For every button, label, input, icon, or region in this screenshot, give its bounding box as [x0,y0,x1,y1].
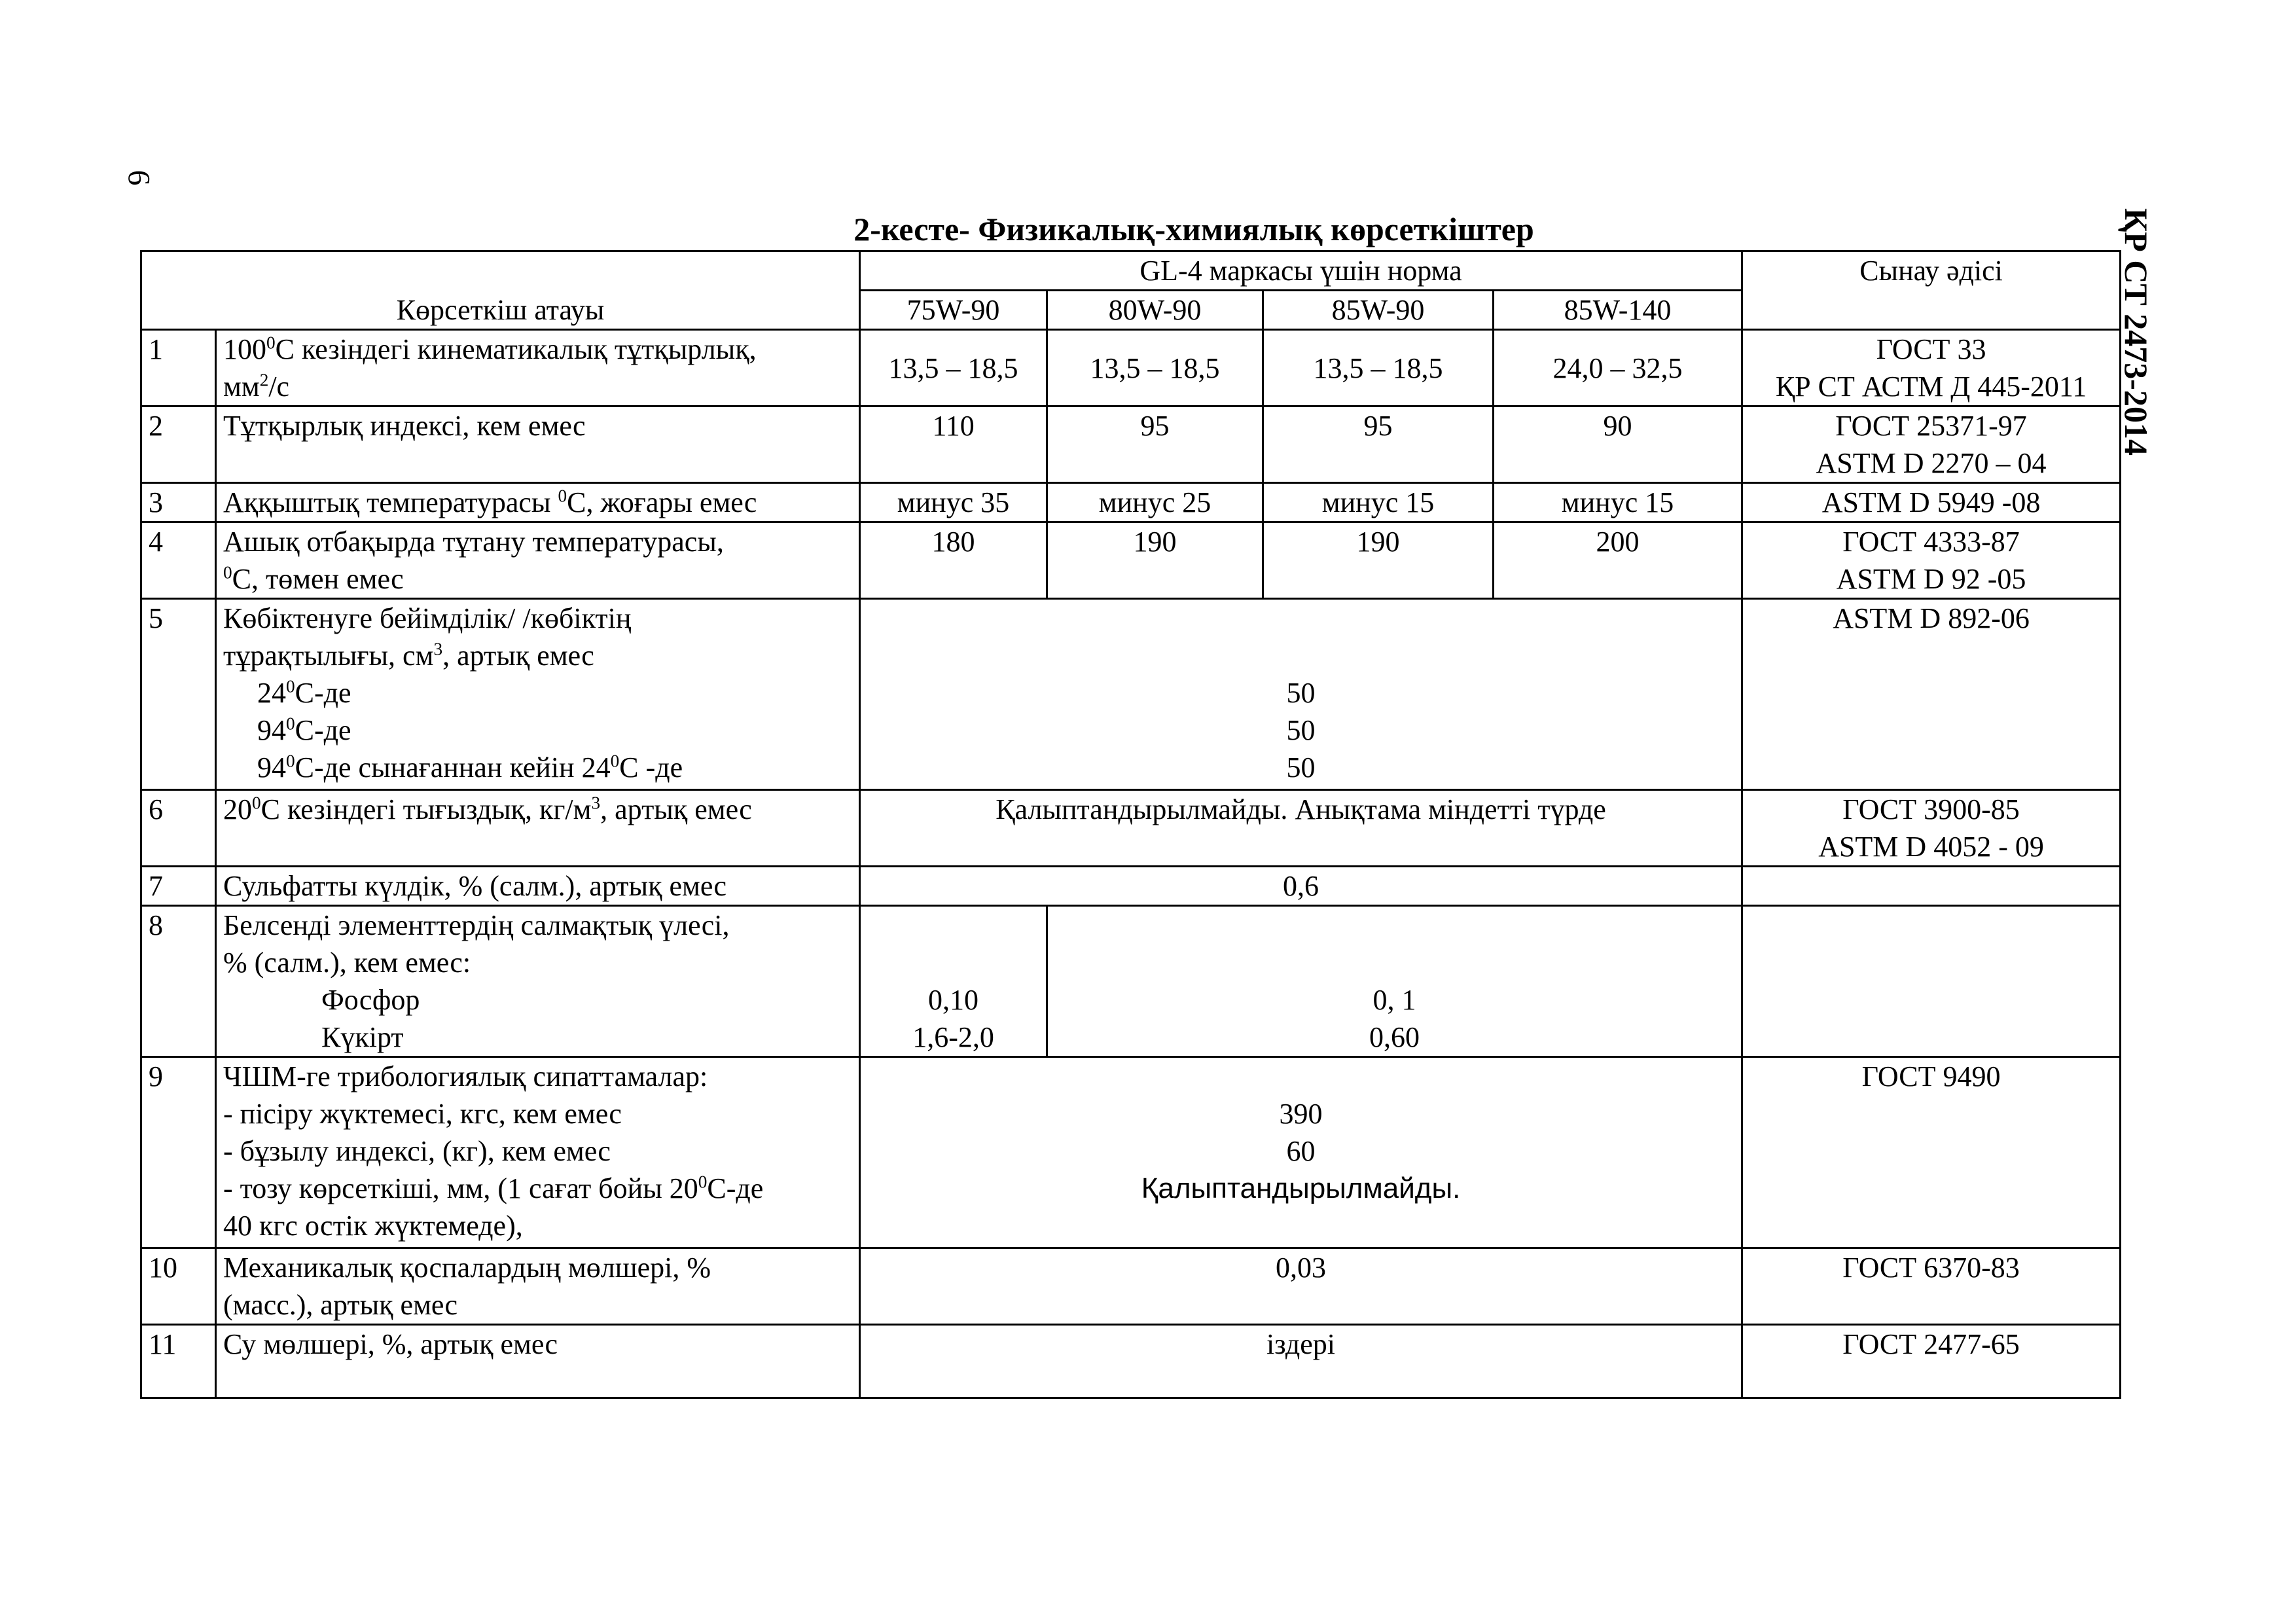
sulfated-ash-value: 0,6 [860,867,1742,906]
table-row [141,483,2121,522]
table-row [141,522,2121,599]
row-name: Белсенді элементтердің салмақтық үлесі, % (салм.), кем емес: Фосфор Күкірт [216,906,860,1057]
row-number: 9 [141,1057,216,1248]
value-75w90 [860,906,1047,1057]
header-row-1 [141,251,2121,291]
row-name: $20^0С$ кезіндегі тығыздық, $кг/м^3$, артық емес [216,790,860,867]
foaming-value-94-24: 50 [1286,751,1316,784]
value-85w90: 190 [1263,522,1494,599]
value-85w140: 24,0 – 32,5 [1494,330,1742,406]
test-method: ГОСТ 6370-83 [1742,1248,2121,1325]
test-method: ASTM D 5949 -08 [1742,483,2121,522]
value-75w90: 180 [860,522,1047,599]
tribology-values [860,1057,1742,1248]
row-name: Ашық отбақырда тұтану температурасы, $^0$С, төмен емес [216,522,860,599]
row-number: 1 [141,330,216,406]
test-method: ГОСТ 3900-85 ASTM D 4052 - 09 [1742,790,2121,867]
value-75w90: 13,5 – 18,5 [860,330,1047,406]
standard-code: ҚР СТ 2473-2014 [2118,208,2155,456]
row-name: Сульфатты күлдік, % (салм.), артық емес [216,867,860,906]
value-75w90: минус 35 [860,483,1047,522]
header-grade-85w140: 85W-140 [1494,291,1742,330]
table-row [141,906,2121,1057]
row-number: 6 [141,790,216,867]
test-method: ГОСТ 9490 [1742,1057,2121,1248]
table-row [141,599,2121,790]
table-row [141,867,2121,906]
value-75w90: 110 [860,406,1047,483]
row-name: Су мөлшері, %, артық емес [216,1325,860,1398]
row-number: 11 [141,1325,216,1398]
table-title: 2-кесте- Физикалық-химиялық көрсеткіштер [853,211,1534,247]
value-85w140: 200 [1494,522,1742,599]
sulfur-other: 0,60 [1369,1021,1420,1053]
value-85w90: минус 15 [1263,483,1494,522]
value-80w90: 190 [1047,522,1263,599]
test-method: ГОСТ 4333-87 ASTM D 92 -05 [1742,522,2121,599]
phosphorus-other: 0, 1 [1372,984,1416,1016]
value-85w90: 95 [1263,406,1494,483]
row-number: 3 [141,483,216,522]
table-row [141,1325,2121,1398]
row-number: 2 [141,406,216,483]
row-name: ЧШМ-ге трибологиялық сипаттамалар: - пісіру жүктемесі, кгс, кем емес - бұзылу индексі, (кг), кем емес - тозу көрсеткіші, мм, (1 сағат бойы $20^0С-де$ 40 кгс остік жүктемеде), [216,1057,860,1248]
test-method [1742,906,2121,1057]
value-other-grades [1047,906,1742,1057]
row-number: 10 [141,1248,216,1325]
row-name: Механикалық қоспалардың мөлшері, % (масс.), артық емес [216,1248,860,1325]
test-method: ГОСТ 33 ҚР СТ АСТМ Д 445-2011 [1742,330,2121,406]
test-method: ГОСТ 25371-97 ASTM D 2270 – 04 [1742,406,2121,483]
table-row [141,406,2121,483]
foaming-value-24: 50 [1286,677,1316,709]
header-grade-80w90: 80W-90 [1047,291,1263,330]
impurities-value: 0,03 [860,1248,1742,1325]
sulfur-75w90: 1,6-2,0 [912,1021,994,1053]
row-name: Аққыштық температурасы $^0$С, жоғары емес [216,483,860,522]
test-method [1742,867,2121,906]
value-85w90: 13,5 – 18,5 [1263,330,1494,406]
density-value: Қалыптандырылмайды. Анықтама міндетті түрде [860,790,1742,867]
row-number: 8 [141,906,216,1057]
header-grade-85w90: 85W-90 [1263,291,1494,330]
value-80w90: минус 25 [1047,483,1263,522]
value-80w90: 95 [1047,406,1263,483]
header-test-method: Сынау әдісі [1742,251,2121,330]
value-85w140: минус 15 [1494,483,1742,522]
value-85w140: 90 [1494,406,1742,483]
value-80w90: 13,5 – 18,5 [1047,330,1263,406]
weld-load-value: 390 [1279,1098,1323,1130]
water-value: іздері [860,1325,1742,1398]
test-method: ASTM D 892-06 [1742,599,2121,790]
test-method: ГОСТ 2477-65 [1742,1325,2121,1398]
row-number: 4 [141,522,216,599]
row-name: Көбіктенуге бейімділік/ /көбіктің тұрақтылығы, $см^3$, артық емес $24^0С-де$ $94^0С-де$ $94^0С-де$ сынағаннан кейін $24^0С$ -де [216,599,860,790]
foaming-value-94: 50 [1286,714,1316,746]
foaming-values [860,599,1742,790]
table-row [141,330,2121,406]
table-row [141,1057,2121,1248]
table-row [141,790,2121,867]
header-grade-75w90: 75W-90 [860,291,1047,330]
table-row [141,1248,2121,1325]
wear-index-value: 60 [1286,1135,1316,1167]
phosphorus-75w90: 0,10 [928,984,979,1016]
row-number: 7 [141,867,216,906]
header-norm-group: GL-4 маркасы үшін норма [860,251,1742,291]
header-indicator-name: Көрсеткіш атауы [141,251,860,330]
row-name: Тұтқырлық индексі, кем емес [216,406,860,483]
page-number: 6 [121,170,156,186]
row-number: 5 [141,599,216,790]
physico-chemical-table [140,250,2121,1399]
wear-scar-value: Қалыптандырылмайды. [1141,1172,1461,1204]
row-name: $100^0С$ кезіндегі кинематикалық тұтқырлық, $мм^2/с$ [216,330,860,406]
